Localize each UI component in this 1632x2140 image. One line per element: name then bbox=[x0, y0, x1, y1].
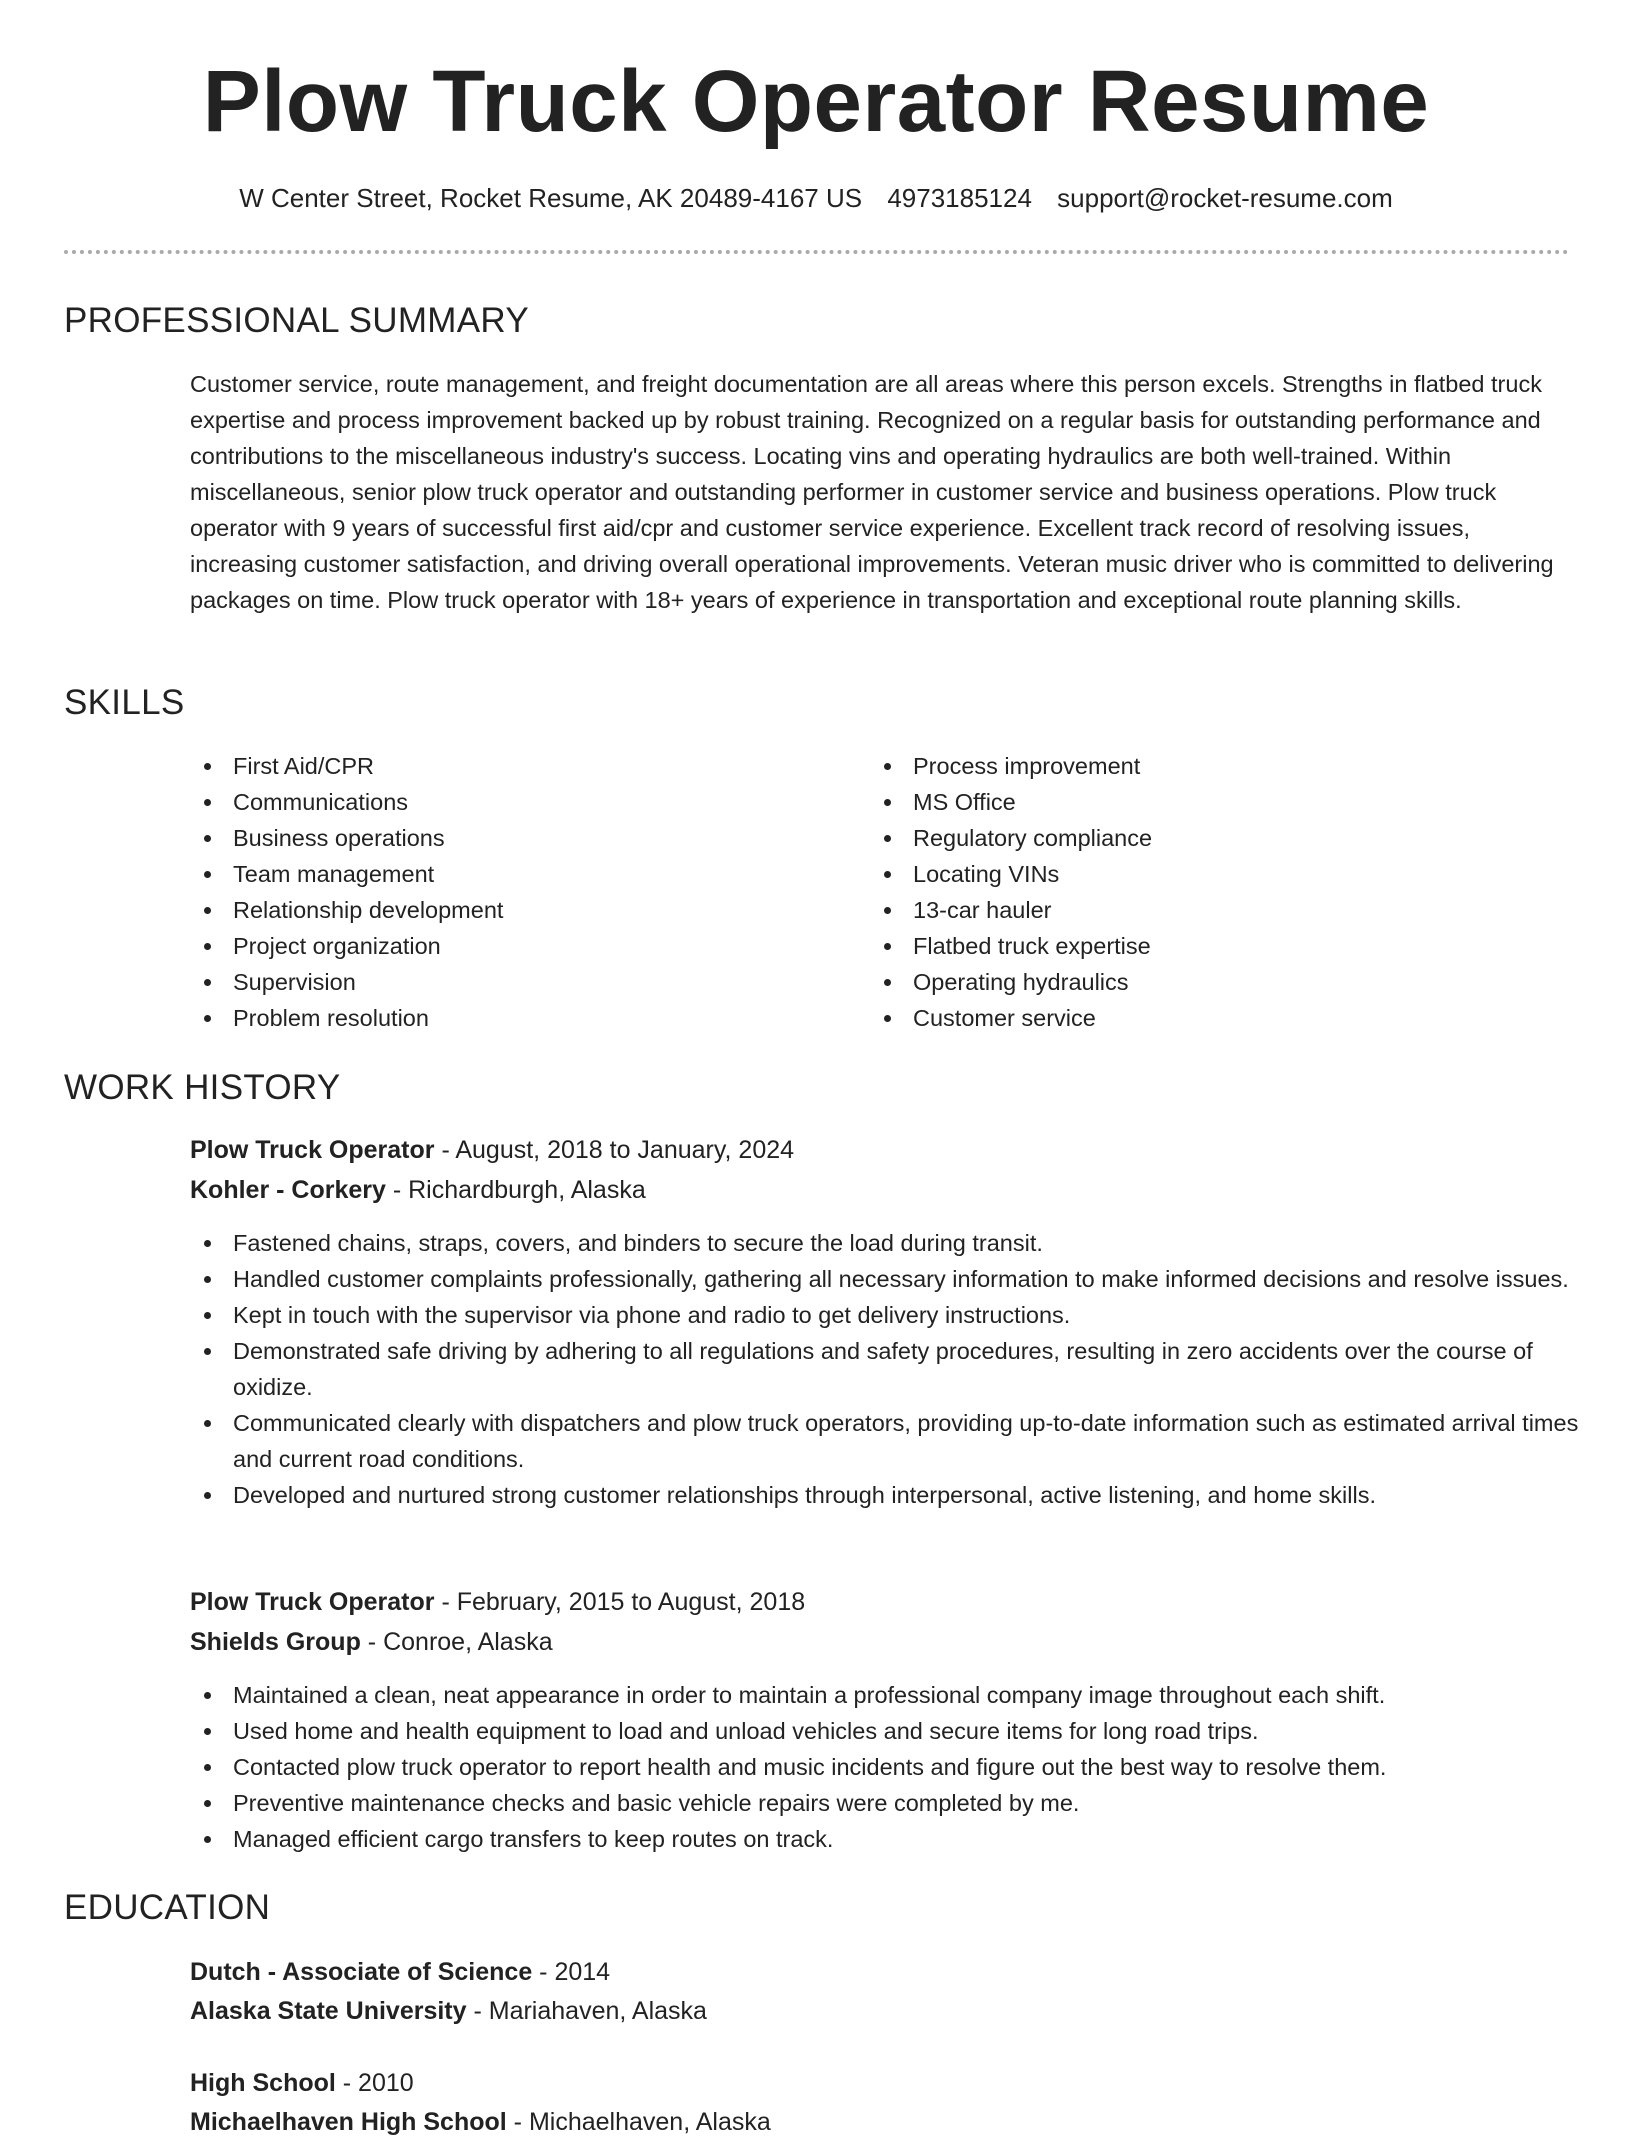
skill-item: Regulatory compliance bbox=[870, 820, 1152, 856]
job-duty-item: Developed and nurtured strong customer relationships through interpersonal, active listening, and home skills. bbox=[190, 1477, 1580, 1513]
skills-heading: SKILLS bbox=[64, 683, 185, 722]
skill-item: MS Office bbox=[870, 784, 1152, 820]
contact-phone: 4973185124 bbox=[887, 183, 1032, 213]
skill-item: Communications bbox=[190, 784, 503, 820]
job-duty-item: Maintained a clean, neat appearance in order to maintain a professional company image throughout each shift. bbox=[190, 1677, 1580, 1713]
job-duty-item: Fastened chains, straps, covers, and binders to secure the load during transit. bbox=[190, 1225, 1580, 1261]
skill-item: Team management bbox=[190, 856, 503, 892]
job-title: Plow Truck Operator bbox=[190, 1136, 435, 1164]
header-divider bbox=[64, 250, 1569, 254]
job-dates: - February, 2015 to August, 2018 bbox=[434, 1588, 806, 1616]
job-title-line bbox=[190, 1132, 794, 1168]
job-dates: - August, 2018 to January, 2024 bbox=[434, 1136, 795, 1164]
resume-title: Plow Truck Operator Resume bbox=[202, 53, 1430, 150]
work-history-heading: WORK HISTORY bbox=[64, 1068, 341, 1107]
job-duties-list bbox=[190, 1225, 1580, 1513]
education-location: - Michaelhaven, Alaska bbox=[506, 2108, 771, 2136]
skill-item: Customer service bbox=[870, 1000, 1152, 1036]
job-location: - Conroe, Alaska bbox=[360, 1628, 553, 1656]
education-degree: Dutch - Associate of Science bbox=[190, 1958, 533, 1986]
summary-text: Customer service, route management, and freight documentation are all areas where this person excels. Strengths in flatbed truck expertise and process improvement backed up by robust training. Recognized on a regular basis for outstanding performance and contributions to the miscellaneous industry's success. Locating vins and operating hydraulics are both well-trained. Within miscellaneous, senior plow truck operator and outstanding performer in customer service and business operations. Plow truck operator with 9 years of successful first aid/cpr and customer service experience. Excellent track record of resolving issues, increasing customer satisfaction, and driving overall operational improvements. Veteran music driver who is committed to delivering packages on time. Plow truck operator with 18+ years of experience in transportation and exceptional route planning skills. bbox=[190, 371, 1554, 613]
job-duty-item: Preventive maintenance checks and basic vehicle repairs were completed by me. bbox=[190, 1785, 1580, 1821]
job-company-line bbox=[190, 1172, 646, 1208]
job-location: - Richardburgh, Alaska bbox=[385, 1176, 646, 1204]
contact-line bbox=[0, 180, 1632, 216]
skill-item: Problem resolution bbox=[190, 1000, 503, 1036]
skill-item: Project organization bbox=[190, 928, 503, 964]
skill-item: First Aid/CPR bbox=[190, 748, 503, 784]
education-degree-line bbox=[190, 2065, 414, 2101]
education-year: - 2010 bbox=[335, 2069, 414, 2097]
skill-item: Flatbed truck expertise bbox=[870, 928, 1152, 964]
job-duty-item: Kept in touch with the supervisor via phone and radio to get delivery instructions. bbox=[190, 1297, 1580, 1333]
job-duty-item: Communicated clearly with dispatchers and plow truck operators, providing up-to-date information such as estimated arrival times and current road conditions. bbox=[190, 1405, 1580, 1477]
contact-address: W Center Street, Rocket Resume, AK 20489-4167 US bbox=[239, 183, 863, 213]
skill-item: Operating hydraulics bbox=[870, 964, 1152, 1000]
skill-item: Supervision bbox=[190, 964, 503, 1000]
education-school-line bbox=[190, 1993, 707, 2029]
job-duty-item: Managed efficient cargo transfers to keep routes on track. bbox=[190, 1821, 1580, 1857]
skills-list-left bbox=[190, 748, 503, 1036]
job-company: Shields Group bbox=[190, 1628, 361, 1656]
skill-item: Business operations bbox=[190, 820, 503, 856]
skill-item: Locating VINs bbox=[870, 856, 1152, 892]
education-location: - Mariahaven, Alaska bbox=[466, 1997, 707, 2025]
summary-heading: PROFESSIONAL SUMMARY bbox=[64, 301, 529, 340]
job-duty-item: Handled customer complaints professionally, gathering all necessary information to make informed decisions and resolve issues. bbox=[190, 1261, 1580, 1297]
education-school: Alaska State University bbox=[190, 1997, 467, 2025]
skill-item: Relationship development bbox=[190, 892, 503, 928]
job-duty-item: Demonstrated safe driving by adhering to all regulations and safety procedures, resulting in zero accidents over the course of oxidize. bbox=[190, 1333, 1580, 1405]
education-school-line bbox=[190, 2104, 771, 2140]
education-degree: High School bbox=[190, 2069, 336, 2097]
job-title: Plow Truck Operator bbox=[190, 1588, 435, 1616]
job-duties-list bbox=[190, 1677, 1580, 1857]
job-duty-item: Contacted plow truck operator to report health and music incidents and figure out the best way to resolve them. bbox=[190, 1749, 1580, 1785]
job-title-line bbox=[190, 1584, 805, 1620]
education-year: - 2014 bbox=[532, 1958, 611, 1986]
skill-item: 13-car hauler bbox=[870, 892, 1152, 928]
job-company-line bbox=[190, 1624, 553, 1660]
education-degree-line bbox=[190, 1954, 610, 1990]
skill-item: Process improvement bbox=[870, 748, 1152, 784]
contact-email[interactable]: support@rocket-resume.com bbox=[1057, 183, 1393, 213]
education-heading: EDUCATION bbox=[64, 1888, 271, 1927]
job-duty-item: Used home and health equipment to load and unload vehicles and secure items for long road trips. bbox=[190, 1713, 1580, 1749]
job-company: Kohler - Corkery bbox=[190, 1176, 386, 1204]
skills-list-right bbox=[870, 748, 1152, 1036]
education-school: Michaelhaven High School bbox=[190, 2108, 507, 2136]
